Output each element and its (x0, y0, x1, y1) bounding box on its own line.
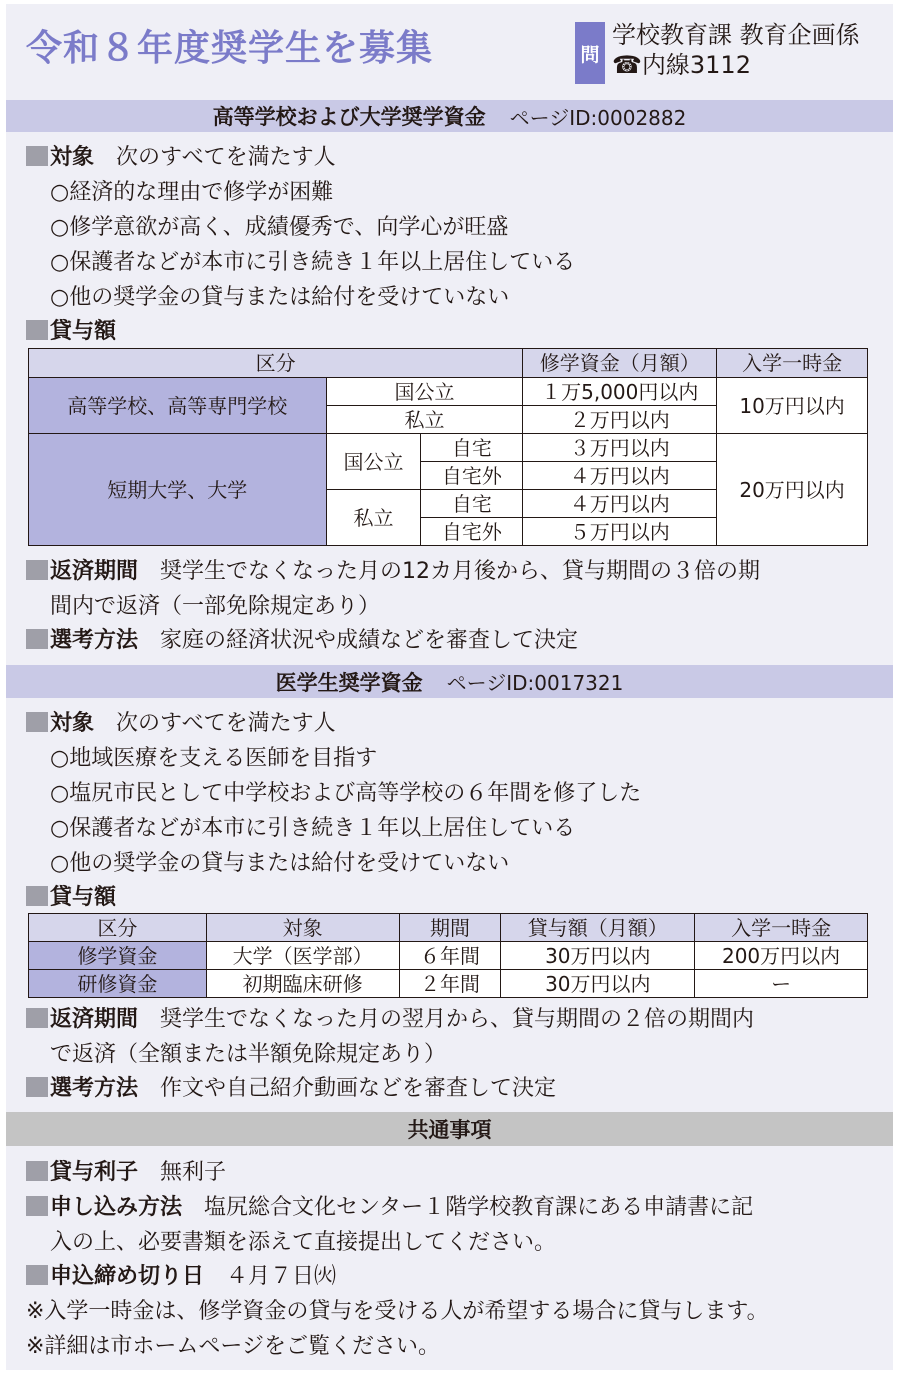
interest-line: 貸与利子 無利子 (26, 1155, 226, 1186)
table-row (29, 970, 868, 998)
square-bullet-icon (26, 629, 48, 649)
repayment-line-cont: で返済（全額または半額免除規定あり） (50, 1042, 447, 1067)
condition-item: ○他の奨学金の貸与または給付を受けていない (50, 285, 510, 310)
section-heading-medical (6, 665, 893, 698)
cell-away: 自宅外 (421, 462, 523, 490)
condition-item: ○塩尻市民として中学校および高等学校の６年間を修了した (50, 781, 642, 806)
section-title: 医学生奨学資金 (275, 670, 423, 695)
page-id: ページID:0017321 (446, 671, 624, 695)
square-bullet-icon (26, 1161, 48, 1181)
cell-amount: ４万円以内 (523, 462, 717, 490)
square-bullet-icon (26, 886, 48, 906)
cell-period: ２年間 (399, 970, 501, 998)
col-header-lump-sum: 入学一時金 (695, 914, 868, 942)
contact-phone: ☎内線3112 (612, 51, 751, 79)
square-bullet-icon (26, 146, 48, 166)
condition-item: ○保護者などが本市に引き続き１年以上居住している (50, 816, 576, 841)
condition-item: ○経済的な理由で修学が困難 (50, 180, 334, 205)
condition-item: ○他の奨学金の貸与または給付を受けていない (50, 851, 510, 876)
square-bullet-icon (26, 320, 48, 340)
condition-item: ○地域医療を支える医師を目指す (50, 746, 378, 771)
cell-amount: ４万円以内 (523, 490, 717, 518)
row-header: 修学資金 (29, 942, 207, 970)
repayment-line-cont: 間内で返済（一部免除規定あり） (50, 594, 381, 619)
deadline-line: 申込締め切り日 ４月７日㈫ (26, 1259, 336, 1290)
contact-info (612, 20, 860, 80)
section-title: 高等学校および大学奨学資金 (212, 105, 486, 129)
cell-amount: ２万円以内 (523, 406, 717, 434)
target-line: 対象 次のすべてを満たす人 (26, 706, 336, 737)
page-title: 令和８年度奨学生を募集 (26, 28, 434, 69)
note-details: ※詳細は市ホームページをご覧ください。 (26, 1334, 440, 1359)
cell-public: 国公立 (326, 378, 523, 406)
cell-lump-sum: 200万円以内 (695, 942, 868, 970)
application-line: 申し込み方法 塩尻総合文化センター１階学校教育課にある申請書に記 (26, 1190, 753, 1221)
cell-private: 私立 (326, 490, 421, 546)
cell-target: 初期臨床研修 (206, 970, 399, 998)
loan-table-high-school-university (28, 348, 868, 546)
selection-line: 選考方法 家庭の経済状況や成績などを審査して決定 (26, 623, 578, 654)
cell-amount: 30万円以内 (501, 970, 695, 998)
loan-amount-label: 貸与額 (26, 880, 138, 911)
section-title: 共通事項 (407, 1118, 492, 1142)
cell-amount: １万5,000円以内 (523, 378, 717, 406)
square-bullet-icon (26, 1265, 48, 1285)
loan-amount-label: 貸与額 (26, 314, 138, 345)
selection-line: 選考方法 作文や自己紹介動画などを審査して決定 (26, 1071, 556, 1102)
cell-amount: ３万円以内 (523, 434, 717, 462)
row-header: 研修資金 (29, 970, 207, 998)
cell-home: 自宅 (421, 490, 523, 518)
cell-away: 自宅外 (421, 518, 523, 546)
cell-target: 大学（医学部） (206, 942, 399, 970)
cell-amount: ５万円以内 (523, 518, 717, 546)
square-bullet-icon (26, 712, 48, 732)
target-line: 対象 次のすべてを満たす人 (26, 140, 336, 171)
condition-item: ○保護者などが本市に引き続き１年以上居住している (50, 250, 576, 275)
section-heading-high-school-university (6, 100, 893, 132)
page-id: ページID:0002882 (509, 105, 687, 130)
col-header-period: 期間 (399, 914, 501, 942)
row-header-high-school: 高等学校、高等専門学校 (29, 378, 327, 434)
col-header-category: 区分 (29, 914, 207, 942)
table-row (29, 942, 868, 970)
col-header-category: 区分 (29, 349, 523, 378)
section-heading-common (6, 1112, 893, 1146)
cell-home: 自宅 (421, 434, 523, 462)
repayment-line: 返済期間 奨学生でなくなった月の12カ月後から、貸与期間の３倍の期 (26, 554, 760, 585)
cell-lump-sum: 20万円以内 (717, 434, 868, 546)
col-header-target: 対象 (206, 914, 399, 942)
cell-private: 私立 (326, 406, 523, 434)
col-header-lump-sum: 入学一時金 (717, 349, 868, 378)
square-bullet-icon (26, 1196, 48, 1216)
inquiry-badge: 問 (575, 22, 605, 84)
square-bullet-icon (26, 560, 48, 580)
cell-period: ６年間 (399, 942, 501, 970)
cell-lump-sum: 10万円以内 (717, 378, 868, 434)
square-bullet-icon (26, 1077, 48, 1097)
contact-dept: 学校教育課 教育企画係 (612, 21, 860, 49)
loan-table-medical (28, 913, 868, 998)
cell-public: 国公立 (326, 434, 421, 490)
col-header-monthly: 修学資金（月額） (523, 349, 717, 378)
col-header-monthly: 貸与額（月額） (501, 914, 695, 942)
cell-lump-sum: ー (695, 970, 868, 998)
square-bullet-icon (26, 1008, 48, 1028)
condition-item: ○修学意欲が高く、成績優秀で、向学心が旺盛 (50, 215, 509, 240)
application-line-cont: 入の上、必要書類を添えて直接提出してください。 (50, 1230, 557, 1255)
repayment-line: 返済期間 奨学生でなくなった月の翌月から、貸与期間の２倍の期間内 (26, 1002, 754, 1033)
row-header-university: 短期大学、大学 (29, 434, 327, 546)
cell-amount: 30万円以内 (501, 942, 695, 970)
note-lump-sum: ※入学一時金は、修学資金の貸与を受ける人が希望する場合に貸与します。 (26, 1299, 769, 1324)
